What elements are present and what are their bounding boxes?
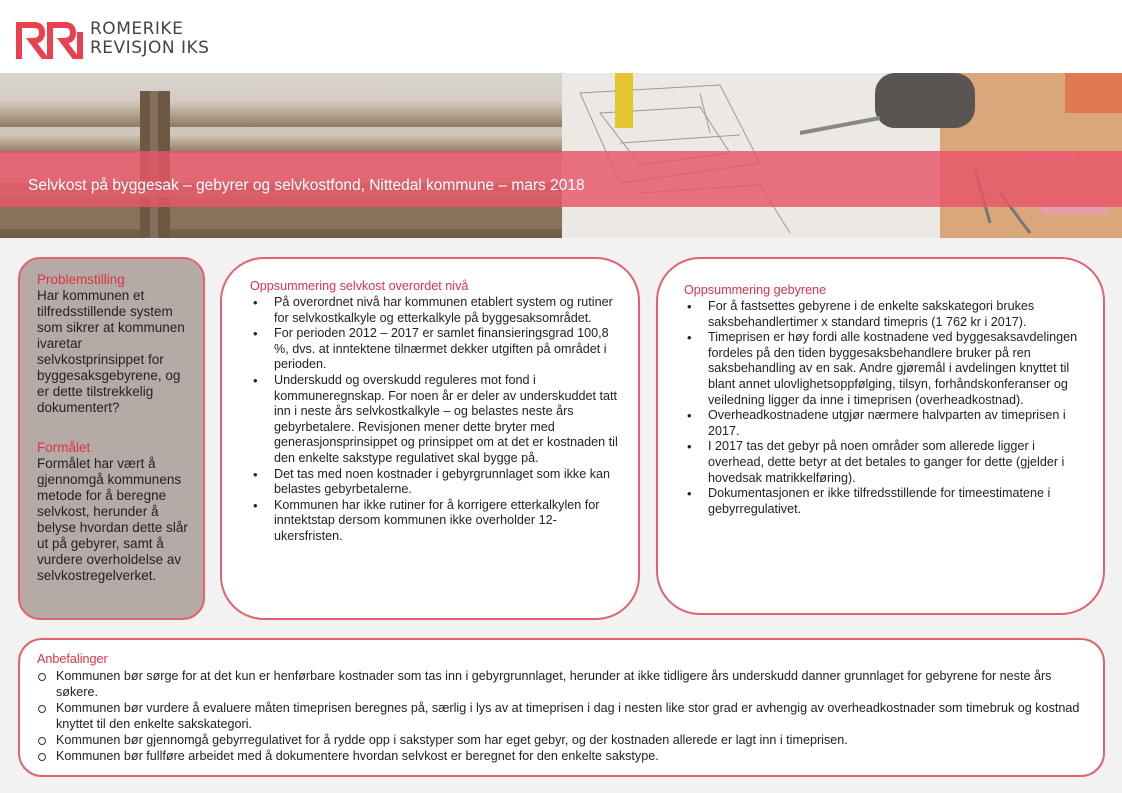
list-item: • Overheadkostnadene utgjør nærmere halvparten av timeprisen i 2017. [684, 408, 1085, 439]
recommendations-list [37, 668, 1085, 764]
list-item: • I 2017 tas det gebyr på noen områder som allerede ligger i overhead, dette betyr at det betales to ganger for dette (gjelder i hovedsak matrikkelføring). [684, 439, 1085, 486]
list-item: • Underskudd og overskudd reguleres mot fond i kommuneregnskap. For noen år er deler av underskuddet tatt inn i neste års selvkostkalkyle – og belastes neste års gebyrbetalere. Revisjonen mener dette bryter med generasjonsprinsippet og prinsippet om at det er kostnaden til den enkelte sakstype regulativet skal bygge på. [250, 373, 620, 467]
list-item: • På overordnet nivå har kommunen etablert system og rutiner for selvkostkalkyle og etterkalkyle på byggesaksområdet. [250, 295, 620, 326]
list-item: Kommunen bør fullføre arbeidet med å dokumentere hvordan selvkost er beregnet for den enkelte sakstype. [37, 748, 1085, 764]
rri-logo-icon [14, 19, 84, 59]
list-item: • Dokumentasjonen er ikke tilfredsstillende for timeestimatene i gebyrregulativet. [684, 486, 1085, 517]
list-item: • Det tas med noen kostnader i gebyrgrunnlaget som ikke kan belastes gebyrbetalerne. [250, 467, 620, 498]
summary-overall-list [250, 295, 620, 545]
list-item: • Timeprisen er høy fordi alle kostnadene ved byggesaksavdelingen fordeles på den tiden byggesaksbehandlere bruker på ren saksbehandling av en sak. Andre gjøremål i avdelingen knyttet til blant annet ulovlighetsoppfølging, tilsyn, forhåndskonferanser og veiledning ligger da inne i timeprisen (overheadkostnad). [684, 330, 1085, 408]
purpose-text: Formålet har vært å gjennomgå kommunens metode for å beregne selvkost, herunder å belyse hvordan dette slår ut på gebyrer, samt å vurdere overholdelse av selvkostregelverket. [37, 456, 188, 583]
organization-name-line-2: REVISJON IKS [90, 38, 210, 58]
summary-fees-box [656, 257, 1105, 615]
page-header [0, 0, 1122, 73]
problem-statement-box [18, 257, 205, 620]
summary-overall-box [220, 257, 640, 620]
list-item: Kommunen bør vurdere å evaluere måten timeprisen beregnes på, særlig i lys av at timeprisen i dag i nesten like stor grad er avhengig av overheadkostnader som timebruk og kostnad knyttet til den enkelte sakskategori. [37, 700, 1085, 732]
list-item: • Kommunen har ikke rutiner for å korrigere etterkalkylen for inntektstap dersom kommunen ikke overholder 12-ukersfristen. [250, 498, 620, 545]
problem-heading: Problemstilling [37, 272, 125, 287]
recommendations-box [18, 638, 1105, 777]
list-item: Kommunen bør gjennomgå gebyrregulativet for å rydde opp i sakstyper som har eget gebyr, og der kostnaden allerede er lagt inn i timeprisen. [37, 732, 1085, 748]
organization-name [90, 20, 209, 58]
summary-overall-heading: Oppsummering selvkost overordet nivå [250, 279, 469, 293]
organization-name-line-1: ROMERIKE [90, 19, 184, 39]
summary-fees-heading: Oppsummering gebyrene [684, 283, 827, 297]
summary-fees-list [684, 299, 1085, 517]
report-title: Selvkost på byggesak – gebyrer og selvkostfond, Nittedal kommune – mars 2018 [28, 177, 585, 194]
banner [0, 73, 1122, 238]
list-item: • For perioden 2012 – 2017 er samlet finansieringsgrad 100,8 %, dvs. at inntektene tilnærmet dekker utgiften på området i perioden. [250, 326, 620, 373]
recommendations-heading: Anbefalinger [37, 652, 108, 666]
problem-text: Har kommunen et tilfredsstillende system som sikrer at kommunen ivaretar selvkostprinsippet for byggesaksgebyrene, og er dette tilstrekkelig dokumentert? [37, 288, 185, 415]
list-item: • For å fastsettes gebyrene i de enkelte sakskategori brukes saksbehandlertimer x standard timepris (1 762 kr i 2017). [684, 299, 1085, 330]
purpose-heading: Formålet [37, 440, 91, 455]
list-item: Kommunen bør sørge for at det kun er henførbare kostnader som tas inn i gebyrgrunnlaget, herunder at ikke tidligere års underskudd danner grunnlaget for gebyrene for neste års søkere. [37, 668, 1085, 700]
